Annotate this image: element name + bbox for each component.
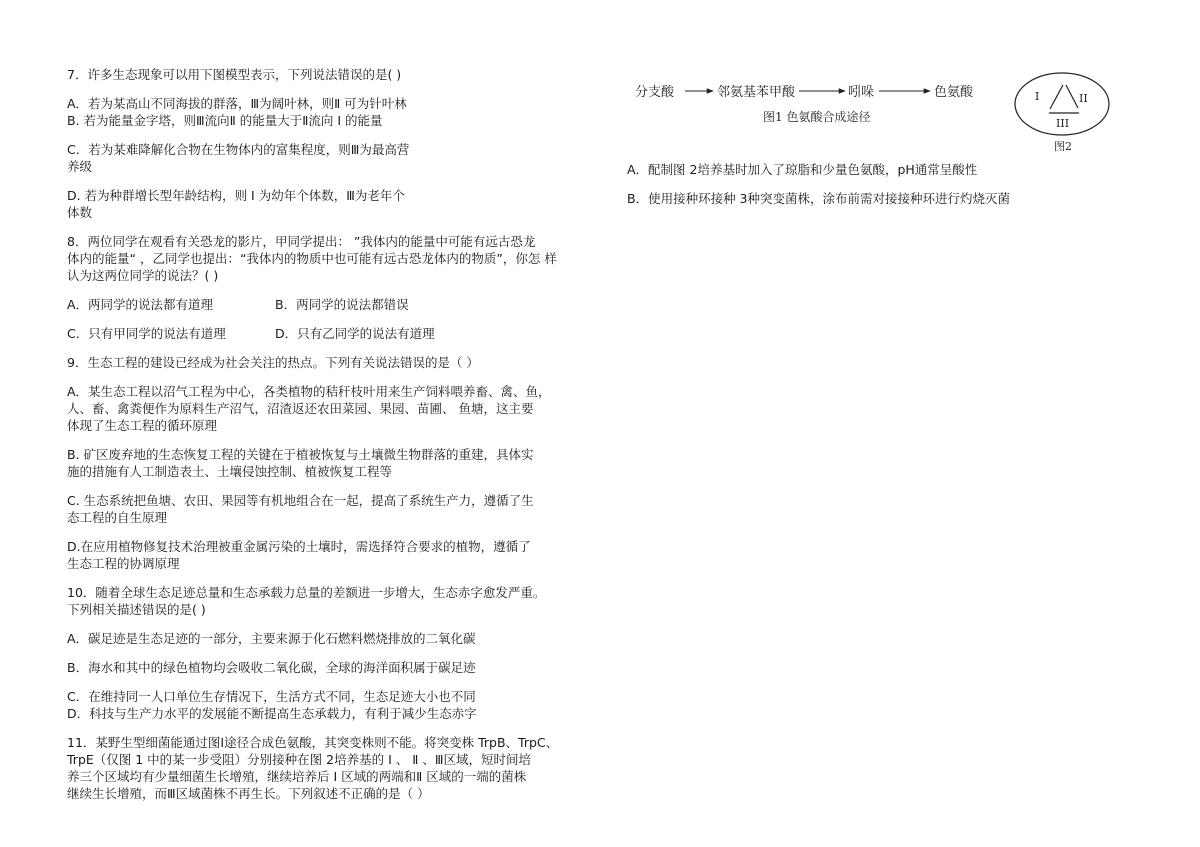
q11-option-a: A．配制图 2培养基时加入了琼脂和少量色氨酸，pH通常呈酸性 bbox=[627, 162, 978, 177]
pathway-step-1: 分支酸 bbox=[635, 85, 675, 100]
figure-1-caption: 图1 色氨酸合成途径 bbox=[763, 110, 871, 124]
q7-option-c-line1: C．若为某难降解化合物在生物体内的富集程度，则Ⅲ为最高营 bbox=[67, 142, 410, 157]
q7-stem: 7．许多生态现象可以用下图模型表示，下列说法错误的是( ) bbox=[67, 67, 402, 82]
pathway-step-3: 吲哚 bbox=[848, 85, 875, 100]
q10-option-c: C．在维持同一人口单位生存情况下，生活方式不同，生态足迹大小也不同 bbox=[67, 689, 476, 704]
zone-ii-line bbox=[1066, 85, 1078, 108]
q7-option-b: B. 若为能量金字塔，则Ⅲ流向Ⅱ 的能量大于Ⅱ流向 Ⅰ 的能量 bbox=[67, 113, 383, 128]
q9-option-a-line3: 体现了生态工程的循环原理 bbox=[67, 418, 218, 433]
figure-1-pathway bbox=[633, 82, 993, 126]
q11-stem-line2: TrpE（仅图 1 中的某一步受阻）分别接种在图 2培养基的 Ⅰ 、 Ⅱ 、Ⅲ区域，短时间培 bbox=[67, 752, 531, 767]
pathway-diagram bbox=[633, 82, 993, 126]
q9-option-a-line2: 人、畜、禽粪便作为原料生产沼气，沼渣返还农田菜园、果园、苗圃、 鱼塘，这主要 bbox=[67, 401, 534, 416]
q10-option-a: A．碳足迹是生态足迹的一部分，主要来源于化石燃料燃烧排放的二氧化碳 bbox=[67, 631, 476, 646]
q8-option-a: A．两同学的说法都有道理 bbox=[67, 297, 214, 312]
q8-option-b: B．两同学的说法都错误 bbox=[275, 297, 409, 312]
medium-diagram bbox=[1012, 72, 1112, 156]
figure-2-caption: 图2 bbox=[1054, 140, 1072, 153]
q7-option-c-line2: 养级 bbox=[67, 159, 93, 174]
q7-option-d-line1: D. 若为种群增长型年龄结构，则 Ⅰ 为幼年个体数，Ⅲ为老年个 bbox=[67, 188, 405, 203]
q9-option-b-line1: B. 矿区废弃地的生态恢复工程的关键在于植被恢复与土壤微生物群落的重建，具体实 bbox=[67, 447, 534, 462]
q7-option-d-line2: 体数 bbox=[67, 205, 93, 220]
q8-stem-line1: 8．两位同学在观看有关恐龙的影片，甲同学提出： ”我体内的能量中可能有远古恐龙 bbox=[67, 234, 536, 249]
q8-option-c: C．只有甲同学的说法有道理 bbox=[67, 326, 226, 341]
zone-iii-label: III bbox=[1056, 117, 1070, 130]
right-column bbox=[627, 161, 1147, 207]
q10-option-d: D．科技与生产力水平的发展能不断提高生态承载力，有利于减少生态赤字 bbox=[67, 706, 477, 721]
q11-option-b: B．使用接种环接种 3种突变菌株，涂布前需对接接种环进行灼烧灭菌 bbox=[627, 191, 1011, 206]
q8-stem-line2: 体内的能量“ ，乙同学也提出：“我体内的物质中也可能有远古恐龙体内的物质”，你怎 样 bbox=[67, 251, 557, 266]
q10-stem-line2: 下列相关描述错误的是( ) bbox=[67, 602, 206, 617]
q9-option-c-line2: 态工程的自生原理 bbox=[67, 510, 168, 525]
zone-i-line bbox=[1050, 85, 1063, 109]
pathway-step-2: 邻氨基苯甲酸 bbox=[717, 85, 796, 100]
q8-stem-line3: 认为这两位同学的说法？( ) bbox=[67, 268, 219, 283]
q8-options-ab bbox=[67, 296, 615, 313]
q7-option-a: A．若为某高山不同海拔的群落，Ⅲ为阔叶林，则Ⅱ 可为针叶林 bbox=[67, 96, 407, 111]
zone-ii-label: II bbox=[1079, 92, 1088, 105]
q9-option-a-line1: A．某生态工程以沼气工程为中心，各类植物的秸秆枝叶用来生产饲料喂养畜、禽、鱼， bbox=[67, 384, 551, 399]
left-column bbox=[67, 66, 615, 802]
q10-stem-line1: 10．随着全球生态足迹总量和生态承载力总量的差额进一步增大，生态赤字愈发严重。 bbox=[67, 585, 546, 600]
q9-option-c-line1: C. 生态系统把鱼塘、农田、果园等有机地组合在一起，提高了系统生产力，遵循了生 bbox=[67, 493, 534, 508]
q10-option-b: B．海水和其中的绿色植物均会吸收二氧化碳，全球的海洋面积属于碳足迹 bbox=[67, 660, 476, 675]
q9-stem: 9．生态工程的建设已经成为社会关注的热点。下列有关说法错误的是（ ） bbox=[67, 355, 479, 370]
q11-stem-line1: 11．某野生型细菌能通过图Ⅰ途径合成色氨酸，其突变株则不能。将突变株 TrpB、TrpC、 bbox=[67, 735, 559, 750]
q8-option-d: D．只有乙同学的说法有道理 bbox=[275, 326, 435, 341]
q9-option-d-line1: D.在应用植物修复技术治理被重金属污染的土壤时，需选择符合要求的植物，遵循了 bbox=[67, 539, 531, 554]
zone-i-label: I bbox=[1035, 90, 1040, 103]
q11-stem-line4: 继续生长增殖，而Ⅲ区域菌株不再生长。下列叙述不正确的是（ ） bbox=[67, 786, 430, 801]
q9-option-b-line2: 施的措施有人工制造表土、土壤侵蚀控制、植被恢复工程等 bbox=[67, 464, 393, 479]
q8-options-cd bbox=[67, 325, 615, 342]
q9-option-d-line2: 生态工程的协调原理 bbox=[67, 556, 180, 571]
pathway-step-4: 色氨酸 bbox=[934, 85, 974, 100]
figure-2-medium bbox=[1012, 72, 1112, 156]
q11-stem-line3: 养三个区域均有少量细菌生长增殖，继续培养后 Ⅰ 区域的两端和Ⅱ 区域的一端的菌株 bbox=[67, 769, 527, 784]
